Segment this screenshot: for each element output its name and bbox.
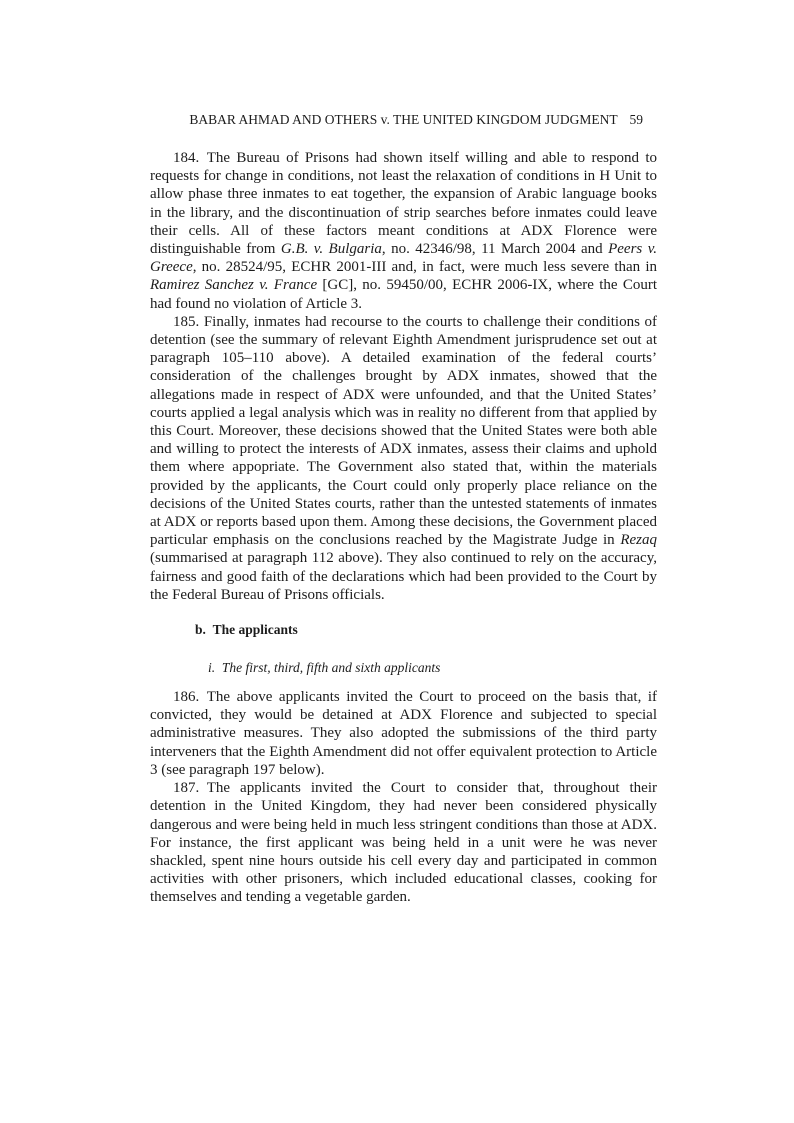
- section-heading-applicants: b. The applicants: [195, 622, 298, 638]
- running-header: [150, 112, 657, 128]
- page-number: 59: [629, 112, 643, 127]
- text-run: G.B. v. Bulgaria: [280, 241, 382, 258]
- text-run: , no. 42346/98, 11 March 2004 and: [381, 241, 609, 258]
- text-run: Ramirez Sanchez v. France: [150, 277, 318, 294]
- text-run: [GC], no. 59450/00, ECHR 2006-IX, where the Court had found no violation of Article 3.: [150, 277, 657, 312]
- paragraph-186: [150, 688, 657, 779]
- text-run: Rezaq: [620, 532, 657, 549]
- text-run: (summarised at paragraph 112 above). They also continued to rely on the accuracy, fairness and good faith of the declarations which had been provided to the Court by the Federal Bureau of Prisons officials.: [150, 550, 657, 603]
- subsection-heading-first-third-fifth-sixth: i. The first, third, fifth and sixth applicants: [208, 660, 441, 676]
- text-run: 186. The above applicants invited the Court to proceed on the basis that, if convicted, they would be detained at ADX Florence and subjected to special administrative measures. They also adopted the submissions of the third party interveners that the Eighth Amendment did not offer equivalent protection to Article 3 (see paragraph 197 below).: [150, 689, 657, 778]
- text-run: 185. Finally, inmates had recourse to the courts to challenge their conditions of detention (see the summary of relevant Eighth Amendment jurisprudence set out at paragraph 105–110 above). A detailed examination of the federal courts’ consideration of the challenges brought by ADX inmates, showed that the allegations made in respect of ADX were unfounded, and that the United States’ courts applied a legal analysis which was in reality no different from that applied by this Court. Moreover, these decisions showed that the United States were both able and willing to protect the interests of ADX inmates, assess their claims and uphold them where appopriate. The Government also stated that, within the materials provided by the applicants, the Court could only properly place reliance on the decisions of the United States courts, rather than the untested statements of inmates at ADX or reports based upon them. Among these decisions, the Government placed particular emphasis on the conclusions reached by the Magistrate Judge in: [150, 313, 657, 549]
- header-title: BABAR AHMAD AND OTHERS v. THE UNITED KINGDOM JUDGMENT: [189, 112, 618, 127]
- paragraph-184: [150, 149, 657, 313]
- text-column: [150, 149, 657, 907]
- text-run: , no. 28524/95, ECHR 2001-III and, in fact, were much less severe than in: [192, 259, 657, 276]
- text-run: 184. The Bureau of Prisons had shown itself willing and able to respond to requests for change in conditions, not least the relaxation of conditions in H Unit to allow phase three inmates to eat together, the expansion of Arabic language books in the library, and the discontinuation of strip searches before inmates could leave their cells. All of these factors meant conditions at ADX Florence were distinguishable from: [150, 150, 657, 258]
- text-run: 187. The applicants invited the Court to consider that, throughout their detention in the United Kingdom, they had never been considered physically dangerous and were being held in much less stringent conditions than those at ADX. For instance, the first applicant was being held in a unit were he was never shackled, spent nine hours outside his cell every day and participated in common activities with other prisoners, which included educational classes, cooking for themselves and tending a vegetable garden.: [150, 780, 657, 906]
- text-run: Peers v. Greece: [150, 241, 657, 276]
- paragraph-185: [150, 313, 657, 604]
- paragraph-187: [150, 779, 657, 906]
